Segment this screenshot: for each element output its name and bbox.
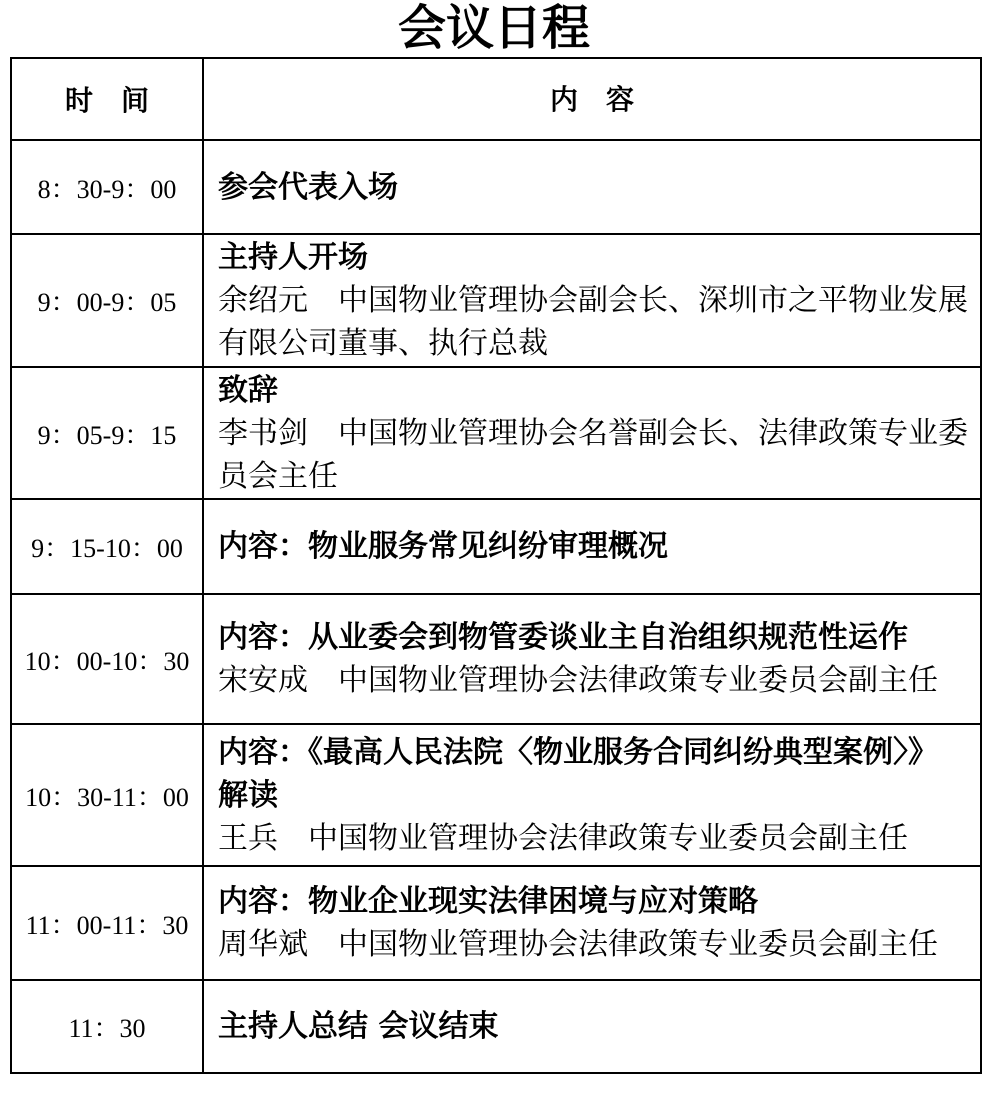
item-detail: 宋安成 中国物业管理协会法律政策专业委员会副主任	[218, 663, 938, 698]
schedule-row	[12, 725, 980, 867]
item-heading: 内容：从业委会到物管委谈业主自治组织规范性运作	[218, 620, 908, 655]
time-cell	[12, 981, 204, 1072]
item-heading: 内容：《最高人民法院〈物业服务合同纠纷典型案例〉》	[218, 734, 938, 770]
item-heading: 主持人开场	[218, 240, 368, 275]
content-cell	[204, 500, 980, 593]
time-text: 11：00-11：30	[25, 910, 189, 940]
content-cell	[204, 725, 980, 865]
item-detail: 王兵 中国物业管理协会法律政策专业委员会副主任	[218, 820, 908, 856]
time-text: 10：30-11：00	[25, 782, 189, 812]
item-heading: 主持人总结 会议结束	[218, 1009, 499, 1044]
item-heading: 解读	[218, 777, 278, 813]
item-detail: 周华斌 中国物业管理协会法律政策专业委员会副主任	[218, 927, 938, 962]
time-cell	[12, 368, 204, 498]
item-detail: 余绍元 中国物业管理协会副会长、深圳市之平物业发展	[218, 283, 968, 318]
time-text: 9：00-9：05	[37, 288, 177, 317]
schedule-row	[12, 235, 980, 368]
content-cell	[204, 141, 980, 233]
content-cell	[204, 368, 980, 498]
item-heading: 内容：物业企业现实法律困境与应对策略	[218, 884, 758, 919]
schedule-row	[12, 595, 980, 725]
content-cell	[204, 981, 980, 1072]
time-cell	[12, 867, 204, 979]
item-heading: 内容：物业服务常见纠纷审理概况	[218, 529, 668, 564]
time-cell	[12, 235, 204, 366]
time-text: 9：05-9：15	[37, 420, 177, 450]
time-cell	[12, 141, 204, 233]
document-title: 会议日程	[397, 0, 590, 56]
time-cell	[12, 500, 204, 593]
content-cell	[204, 235, 980, 366]
schedule-row	[12, 981, 980, 1074]
schedule-table	[10, 57, 982, 1074]
header-time: 时 间	[12, 59, 204, 139]
time-cell	[12, 725, 204, 865]
item-detail: 有限公司董事、执行总裁	[218, 326, 548, 361]
schedule-row	[12, 867, 980, 981]
item-heading: 参会代表入场	[218, 169, 398, 205]
time-text: 11：30	[68, 1014, 146, 1043]
header-content	[204, 59, 980, 139]
time-text: 9：15-10：00	[31, 534, 183, 563]
table-header-row	[12, 59, 980, 141]
schedule-row	[12, 500, 980, 595]
schedule-row	[12, 368, 980, 500]
item-detail: 李书剑 中国物业管理协会名誉副会长、法律政策专业委	[218, 415, 968, 451]
schedule-row	[12, 141, 980, 235]
item-heading: 致辞	[218, 372, 278, 408]
header-content-label: 内 容	[549, 82, 634, 116]
content-cell	[204, 867, 980, 979]
time-text: 8：30-9：00	[37, 174, 177, 204]
time-text: 10：00-10：30	[24, 646, 190, 676]
item-detail: 员会主任	[218, 458, 338, 494]
time-cell	[12, 595, 204, 723]
content-cell	[204, 595, 980, 723]
